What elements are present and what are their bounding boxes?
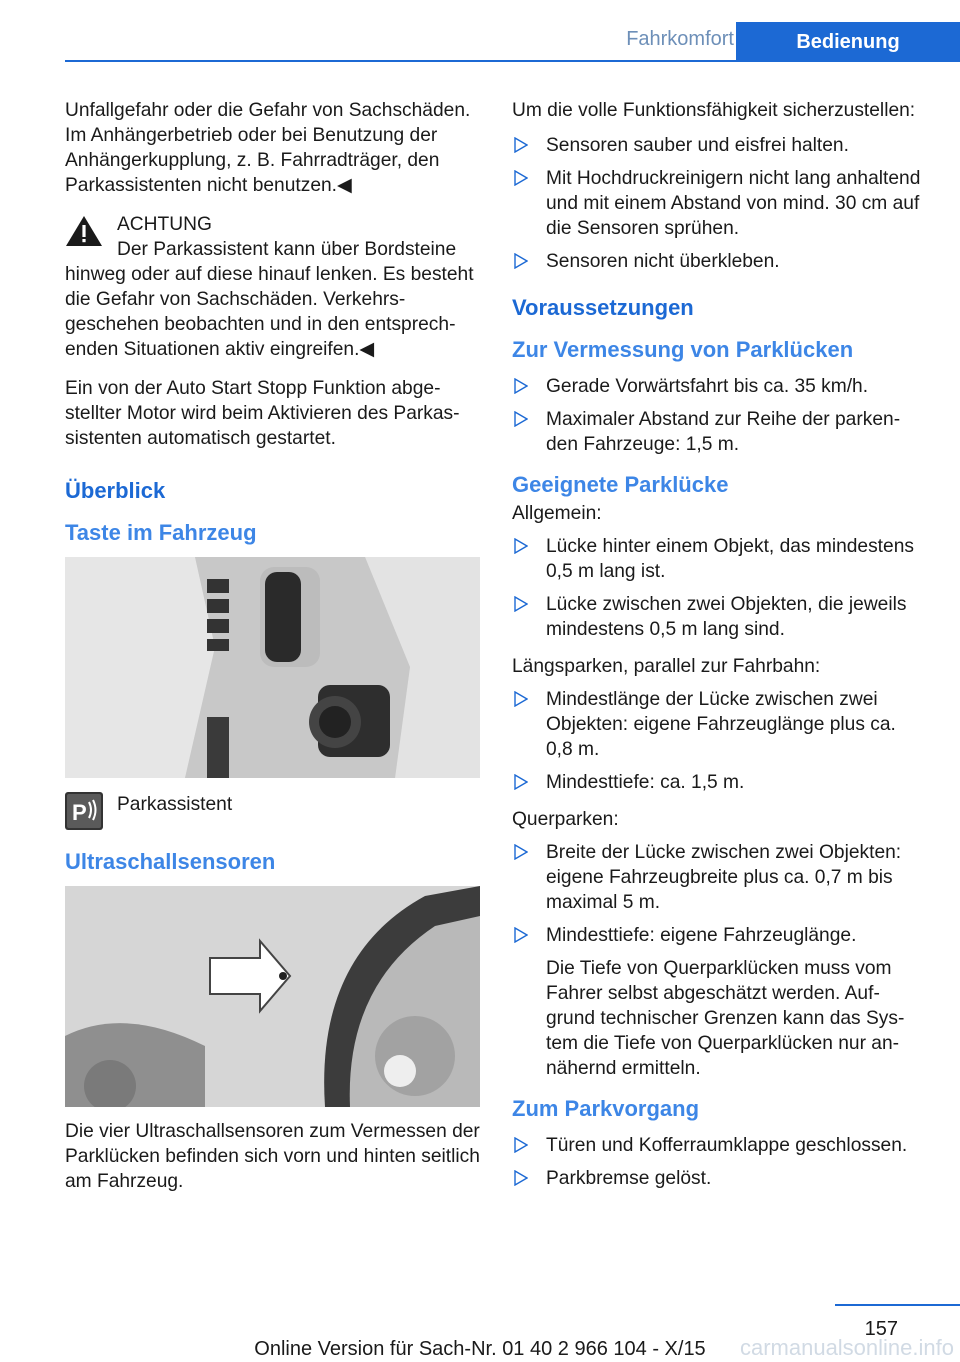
- bullet-triangle-icon: [514, 1170, 528, 1186]
- bullet-triangle-icon: [514, 378, 528, 394]
- parking-assistant-button: [65, 792, 480, 832]
- footer-rule: [835, 1304, 960, 1306]
- center-console-photo: [65, 557, 480, 778]
- left-column: [65, 98, 480, 1208]
- heading-prerequisites: Voraussetzungen: [512, 295, 694, 320]
- parking-assistant-icon: [65, 792, 103, 830]
- parallel-list: [512, 687, 922, 795]
- list-item: Maximaler Abstand zur Reihe der parkenden Fahrzeuge: 1,5 m.: [512, 407, 922, 457]
- general-list: [512, 534, 922, 642]
- bullet-triangle-icon: [514, 170, 528, 186]
- warning-icon: [65, 214, 103, 248]
- cross-note: Die Tiefe von Querparklücken muss vom Fahrer selbst abgeschätzt werden. Aufgrund technischer Grenzen kann das System die Tiefe von Querparklücken nur annähernd ermitteln.: [546, 958, 905, 1079]
- heading-measuring: Zur Vermessung von Parklücken: [512, 337, 854, 362]
- bullet-triangle-icon: [514, 596, 528, 612]
- list-item: Sensoren nicht überkleben.: [512, 249, 922, 274]
- parallel-label: Längsparken, parallel zur Fahrbahn:: [512, 656, 821, 677]
- warning-body: Der Parkassistent kann über Bordsteine hinweg oder auf diese hinauf lenken. Es besteht die Gefahr von Sachschäden. Verkehrsgeschehen beobachten und in den entsprechenden Situationen aktiv eingreifen.◀: [65, 239, 474, 360]
- heading-parking-procedure: Zum Parkvorgang: [512, 1096, 700, 1121]
- parking-assistant-label: Parkassistent: [117, 794, 233, 815]
- sensors-description: Die vier Ultraschallsensoren zum Vermessen der Parklücken befinden sich vorn und hinten seitlich am Fahrzeug.: [65, 1121, 480, 1192]
- bullet-triangle-icon: [514, 691, 528, 707]
- heading-ultrasonic-sensors: Ultraschallsensoren: [65, 849, 276, 874]
- procedure-list: [512, 1133, 922, 1191]
- page-header: [65, 22, 960, 62]
- list-item: Lücke hinter einem Objekt, das mindestens 0,5 m lang ist.: [512, 534, 922, 584]
- bullet-triangle-icon: [514, 774, 528, 790]
- measure-list: [512, 374, 922, 457]
- ultrasonic-sensor-photo: [65, 886, 480, 1107]
- paragraph-auto-start-stopp: Ein von der Auto Start Stopp Funktion abgestellter Motor wird beim Aktivieren des Parkassistenten automatisch gestartet.: [65, 378, 460, 449]
- care-list: [512, 133, 922, 274]
- bullet-triangle-icon: [514, 1137, 528, 1153]
- list-item: Türen und Kofferraumklappe geschlossen.: [512, 1133, 922, 1158]
- list-item: Mindesttiefe: ca. 1,5 m.: [512, 770, 922, 795]
- heading-overview: Überblick: [65, 478, 166, 503]
- cross-label: Querparken:: [512, 809, 619, 830]
- header-rule: [65, 60, 960, 62]
- list-item: Gerade Vorwärtsfahrt bis ca. 35 km/h.: [512, 374, 922, 399]
- warning-box: [65, 212, 480, 362]
- warning-title: ACHTUNG: [117, 214, 212, 235]
- bullet-triangle-icon: [514, 927, 528, 943]
- section-tab-fahrkomfort[interactable]: Fahrkomfort: [626, 28, 734, 50]
- list-item: Mindestlänge der Lücke zwischen zwei Objekten: eigene Fahrzeuglänge plus ca. 0,8 m.: [512, 687, 922, 762]
- section-tab-bedienung[interactable]: Bedienung: [736, 22, 960, 62]
- care-intro: Um die volle Funktionsfähigkeit sicherzustellen:: [512, 100, 916, 121]
- bullet-triangle-icon: [514, 538, 528, 554]
- heading-suitable-space: Geeignete Parklücke: [512, 472, 729, 497]
- heading-button-in-vehicle: Taste im Fahrzeug: [65, 520, 257, 545]
- list-item: Parkbremse gelöst.: [512, 1166, 922, 1191]
- list-item: Mindesttiefe: eigene Fahrzeuglänge. Die Tiefe von Querparklücken muss vom Fahrer selbst abgeschätzt werden. Aufgrund technischer Grenzen kann das System die Tiefe von Querparklücken nur annähernd ermitteln.: [512, 923, 922, 1081]
- list-item: Sensoren sauber und eisfrei halten.: [512, 133, 922, 158]
- bullet-triangle-icon: [514, 411, 528, 427]
- list-item: Breite der Lücke zwischen zwei Objekten: eigene Fahrzeugbreite plus ca. 0,7 m bis maximal 5 m.: [512, 840, 922, 915]
- online-version-note: Online Version für Sach-Nr. 01 40 2 966 104 - X/15: [254, 1338, 706, 1360]
- paragraph-unfallgefahr: Unfallgefahr oder die Gefahr von Sachschäden. Im Anhängerbetrieb oder bei Benutzung der Anhängerkupplung, z. B. Fahrradträger, den Parkassistenten nicht benutzen.◀: [65, 100, 471, 196]
- bullet-triangle-icon: [514, 844, 528, 860]
- cross-list: [512, 840, 922, 1081]
- bullet-triangle-icon: [514, 137, 528, 153]
- list-item: Mit Hochdruckreinigern nicht lang anhaltend und mit einem Abstand von mind. 30 cm auf die Sensoren sprühen.: [512, 166, 922, 241]
- general-label: Allgemein:: [512, 503, 602, 524]
- right-column: [512, 98, 922, 1203]
- page-number: 157: [864, 1318, 898, 1340]
- svg-text:P: P: [72, 800, 87, 825]
- watermark: carmanualsonline.info: [739, 1335, 954, 1360]
- list-item: Lücke zwischen zwei Objekten, die jeweils mindestens 0,5 m lang sind.: [512, 592, 922, 642]
- bullet-triangle-icon: [514, 253, 528, 269]
